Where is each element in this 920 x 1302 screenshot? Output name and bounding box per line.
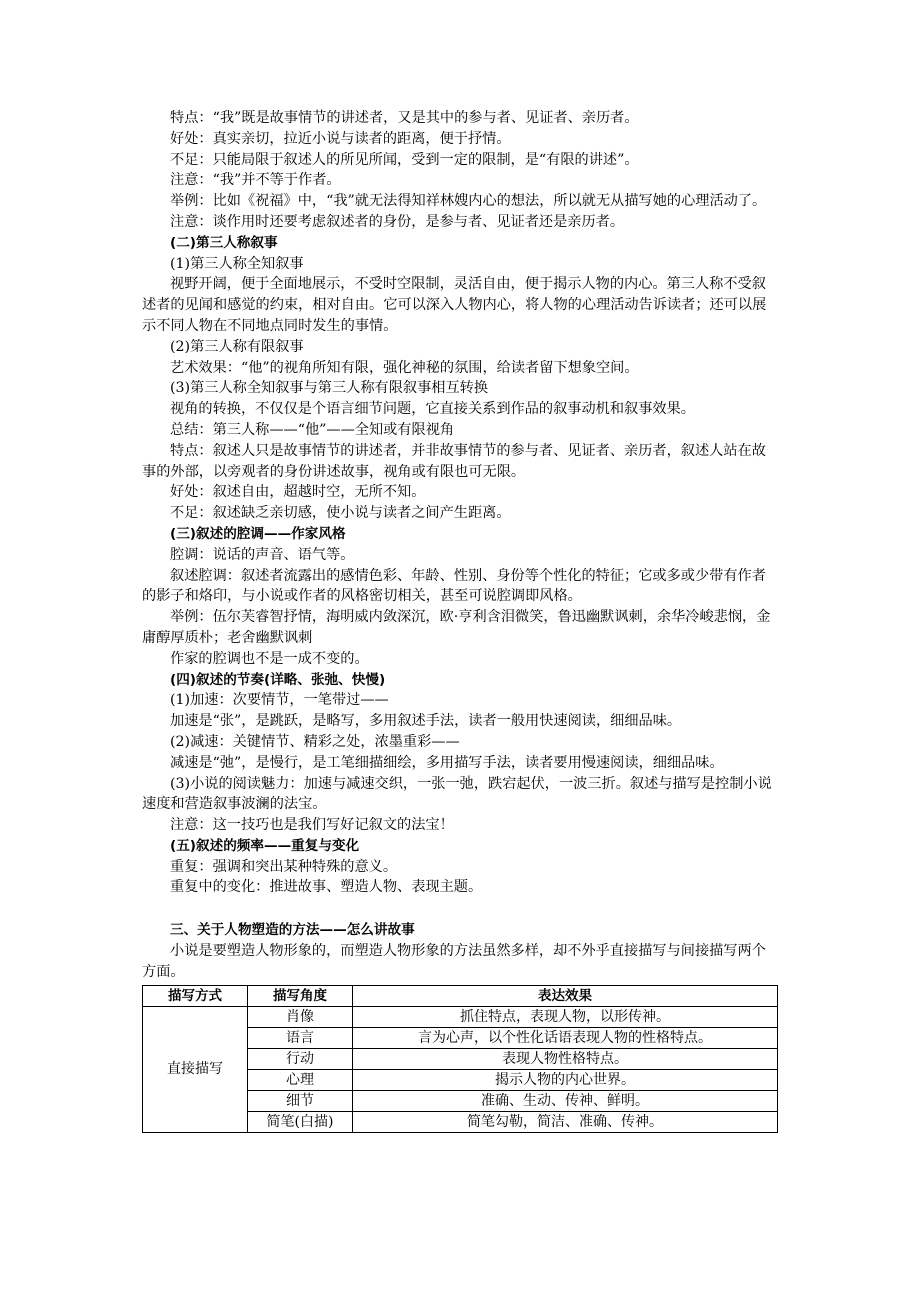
paragraph: 重复：强调和突出某种特殊的意义。 (170, 858, 398, 875)
paragraph: 小说是要塑造人物形象的，而塑造人物形象的方法虽然多样，却不外乎直接描写与间接描写两个方面。 (142, 943, 766, 980)
spacer (142, 898, 778, 920)
paragraph: 特点：“我”既是故事情节的讲述者，又是其中的参与者、见证者、亲历者。 (170, 110, 639, 126)
table-group-cell: 直接描写 (143, 1006, 248, 1132)
paragraph: 叙述腔调：叙述者流露出的感情色彩、年龄、性别、身份等个性化的特征；它或多或少带有作者的影子和烙印，与小说或作者的风格密切相关，甚至可说腔调即风格。 (142, 567, 766, 605)
section-heading: (三)叙述的腔调——作家风格 (170, 525, 346, 542)
table-header-cell: 表达效果 (353, 985, 778, 1006)
paragraph: 举例：比如《祝福》中，“我”就无法得知祥林嫂内心的想法，所以就无从描写她的心理活动了。 (170, 193, 767, 210)
part-heading: 三、关于人物塑造的方法——怎么讲故事 (170, 922, 415, 939)
paragraph: 不足：只能局限于叙述人的所见所闻，受到一定的限制，是“有限的讲述”。 (170, 151, 639, 168)
table-cell: 肖像 (248, 1006, 353, 1027)
paragraph: 总结：第三人称——“他”——全知或有限视角 (170, 421, 455, 438)
paragraph: (1)第三人称全知叙事 (170, 255, 304, 272)
paragraph: 好处：叙述自由，超越时空，无所不知。 (170, 484, 426, 501)
table-cell: 行动 (248, 1048, 353, 1069)
paragraph: (1)加速：次要情节，一笔带过—— (170, 692, 389, 709)
table-cell: 揭示人物的内心世界。 (353, 1069, 778, 1090)
paragraph: 视野开阔，便于全面地展示，不受时空限制，灵活自由，便于揭示人物的内心。第三人称不受叙述者的见闻和感觉的约束，相对自由。它可以深入人物内心，将人物的心理活动告诉读者；还可以展示不同人物在不同地点同时发生的事情。 (142, 276, 767, 334)
section-heading: (五)叙述的频率——重复与变化 (170, 837, 360, 854)
description-methods-table (142, 985, 778, 1133)
table-cell: 语言 (248, 1027, 353, 1048)
paragraph: 作家的腔调也不是一成不变的。 (170, 650, 369, 667)
paragraph: (2)减速：关键情节、精彩之处，浓墨重彩—— (170, 733, 460, 750)
paragraph: 艺术效果：“他”的视角所知有限，强化神秘的氛围，给读者留下想象空间。 (170, 359, 639, 376)
table-cell: 准确、生动、传神、鲜明。 (353, 1090, 778, 1111)
paragraph: 加速是“张”，是跳跃，是略写，多用叙述手法，读者一般用快速阅读，细细品味。 (170, 713, 682, 730)
paragraph: 举例：伍尔芙睿智抒情，海明威内敛深沉，欧·亨利含泪微笑，鲁迅幽默讽刺，余华冷峻悲悯，金庸醇厚质朴；老舍幽默讽刺 (142, 609, 771, 646)
paragraph: (3)小说的阅读魅力：加速与减速交织，一张一弛，跌宕起伏，一波三折。叙述与描写是控制小说速度和营造叙事波澜的法宝。 (142, 775, 772, 813)
paragraph: 注意：谈作用时还要考虑叙述者的身份，是参与者、见证者还是亲历者。 (170, 213, 625, 230)
paragraph: 减速是“弛”，是慢行，是工笔细描细绘，多用描写手法，读者要用慢速阅读，细细品味。 (170, 754, 724, 771)
table-cell: 表现人物性格特点。 (353, 1048, 778, 1069)
table-row (143, 1006, 778, 1027)
document-page (142, 108, 778, 1133)
table-cell: 言为心声，以个性化话语表现人物的性格特点。 (353, 1027, 778, 1048)
section-heading: (二)第三人称叙事 (170, 234, 278, 251)
table-cell: 抓住特点，表现人物，以形传神。 (353, 1006, 778, 1027)
paragraph: (3)第三人称全知叙事与第三人称有限叙事相互转换 (170, 380, 489, 397)
table-cell: 简笔勾勒，简洁、准确、传神。 (353, 1111, 778, 1132)
table-cell: 简笔(白描) (248, 1111, 353, 1132)
paragraph: 不足：叙述缺乏亲切感，使小说与读者之间产生距离。 (170, 505, 511, 522)
table-header-cell: 描写角度 (248, 985, 353, 1006)
section-heading: (四)叙述的节奏(详略、张弛、快慢) (170, 671, 386, 688)
paragraph: 注意：这一技巧也是我们写好记叙文的法宝！ (170, 817, 454, 834)
table-header-row (143, 985, 778, 1006)
paragraph: 特点：叙述人只是故事情节的讲述者，并非故事情节的参与者、见证者、亲历者，叙述人站在故事的外部，以旁观者的身份讲述故事，视角或有限也可无限。 (142, 442, 766, 480)
paragraph: 注意：“我”并不等于作者。 (170, 172, 341, 189)
table-cell: 细节 (248, 1090, 353, 1111)
paragraph: 重复中的变化：推进故事、塑造人物、表现主题。 (170, 879, 483, 896)
table-cell: 心理 (248, 1069, 353, 1090)
paragraph: (2)第三人称有限叙事 (170, 338, 304, 355)
table-header-cell: 描写方式 (143, 985, 248, 1006)
paragraph: 腔调：说话的声音、语气等。 (170, 546, 355, 563)
paragraph: 视角的转换，不仅仅是个语言细节问题，它直接关系到作品的叙事动机和叙事效果。 (170, 401, 695, 418)
paragraph: 好处：真实亲切，拉近小说与读者的距离，便于抒情。 (170, 130, 511, 147)
